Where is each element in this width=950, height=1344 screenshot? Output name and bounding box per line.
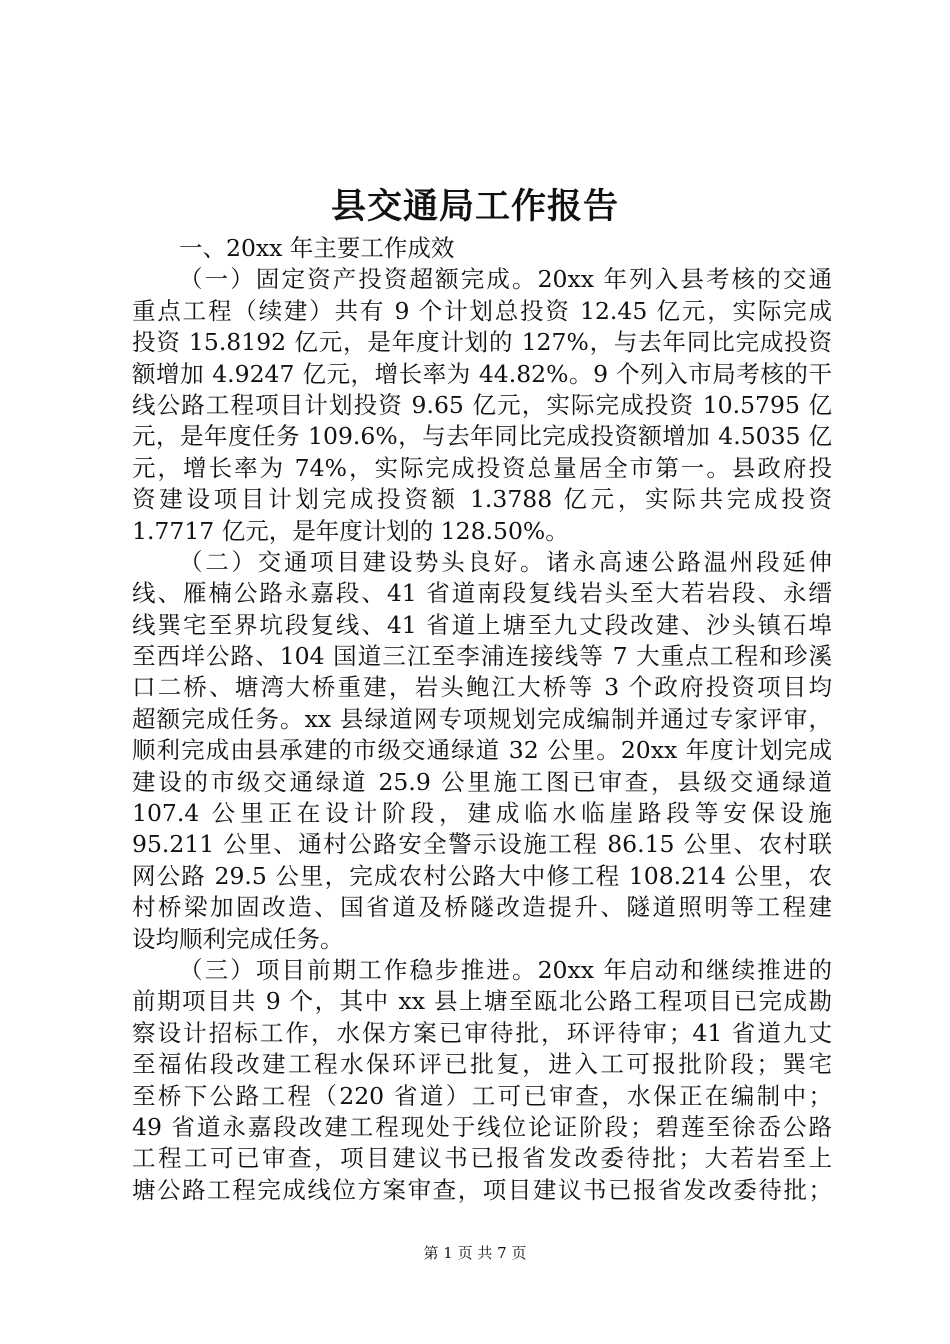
text-line: 额增加 4.9247 亿元，增长率为 44.82%。9 个列入市局考核的干 [132,359,832,388]
text-line: 95.211 公里、通村公路安全警示设施工程 86.15 公里、农村联 [132,830,832,859]
text-line: 线公路工程项目计划投资 9.65 亿元，实际完成投资 10.5795 亿 [132,390,832,419]
text-line: 超额完成任务。xx 县绿道网专项规划完成编制并通过专家评审， [132,704,832,733]
text-line: 投资 15.8192 亿元，是年度计划的 127%，与去年同比完成投资 [132,328,832,357]
text-line: 设均顺利完成任务。 [132,924,344,953]
text-line: 至福佑段改建工程水保环评已批复，进入工可报批阶段；巽宅 [132,1050,832,1079]
text-line: 线巽宅至界坑段复线、41 省道上塘至九丈段改建、沙头镇石埠 [132,610,832,639]
text-line: 49 省道永嘉段改建工程现处于线位论证阶段；碧莲至徐岙公路 [132,1112,832,1141]
text-line: （三）项目前期工作稳步推进。20xx 年启动和继续推进的 [179,955,832,984]
text-line: （一）固定资产投资超额完成。20xx 年列入县考核的交通 [179,265,832,294]
page-title: 县交通局工作报告 [330,186,619,227]
text-line: 顺利完成由县承建的市级交通绿道 32 公里。20xx 年度计划完成 [132,736,832,765]
text-line: 元，增长率为 74%，实际完成投资总量居全市第一。县政府投 [132,453,832,482]
text-line: 工程工可已审查，项目建议书已报省发改委待批；大若岩至上 [132,1144,832,1173]
text-line: 至桥下公路工程（220 省道）工可已审查，水保正在编制中； [132,1081,832,1110]
text-line: 1.7717 亿元，是年度计划的 128.50%。 [132,516,569,545]
text-line: 塘公路工程完成线位方案审查，项目建议书已报省发改委待批； [132,1175,832,1204]
text-line: 线、雁楠公路永嘉段、41 省道南段复线岩头至大若岩段、永缙 [132,579,832,608]
text-line: 察设计招标工作，水保方案已审待批，环评待审；41 省道九丈 [132,1018,832,1047]
text-line: 网公路 29.5 公里，完成农村公路大中修工程 108.214 公里，农 [132,861,832,890]
text-line: 口二桥、塘湾大桥重建，岩头鲍江大桥等 3 个政府投资项目均 [132,673,832,702]
text-line: 元，是年度任务 109.6%，与去年同比完成投资额增加 4.5035 亿 [132,422,832,451]
text-line: 建设的市级交通绿道 25.9 公里施工图已审查，县级交通绿道 [132,767,832,796]
text-line: 资建设项目计划完成投资额 1.3788 亿元，实际共完成投资 [132,485,832,514]
text-line: 一、20xx 年主要工作成效 [179,234,455,262]
text-line: 107.4 公里正在设计阶段，建成临水临崖路段等安保设施 [132,799,832,828]
text-line: 前期项目共 9 个，其中 xx 县上塘至瓯北公路工程项目已完成勘 [132,987,832,1016]
page-footer: 第 1 页 共 7 页 [423,1244,527,1262]
text-line: 至西垟公路、104 国道三江至李浦连接线等 7 大重点工程和珍溪 [132,642,832,671]
text-line: 重点工程（续建）共有 9 个计划总投资 12.45 亿元，实际完成 [132,296,832,325]
document-body [132,233,832,1206]
text-line: （二）交通项目建设势头良好。诸永高速公路温州段延伸 [179,547,832,576]
text-line: 村桥梁加固改造、国省道及桥隧改造提升、隧道照明等工程建 [132,893,832,922]
